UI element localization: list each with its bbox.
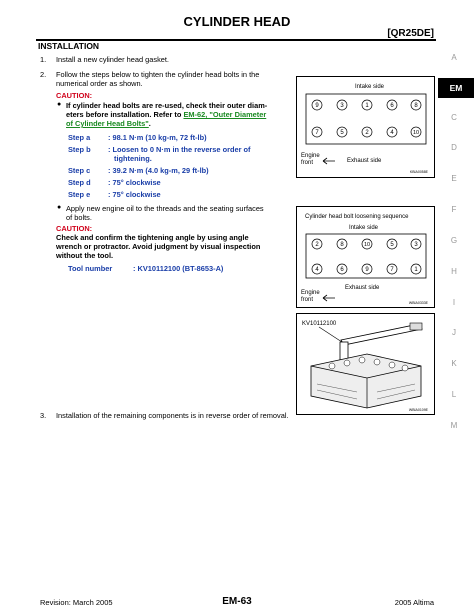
side-index-f[interactable]: F bbox=[451, 205, 457, 214]
intake-side-label: Intake side bbox=[355, 84, 385, 90]
callout-leader bbox=[319, 327, 345, 344]
exhaust-side-label: Exhaust side bbox=[347, 158, 382, 164]
caution-2-line1: Check and confirm the tightening angle by using angle bbox=[56, 233, 249, 242]
page-title: CYLINDER HEAD bbox=[183, 14, 291, 29]
caution-2-line2: wrench or protractor. Avoid judgment by visual inspection bbox=[56, 242, 261, 251]
bolt-marker bbox=[362, 100, 372, 110]
angle-wrench-illustration bbox=[297, 314, 434, 414]
bolt-marker bbox=[387, 239, 397, 249]
engine-code: [QR25DE] bbox=[387, 28, 434, 39]
arrow-left-icon bbox=[323, 295, 335, 301]
exhaust-side-label: Exhaust side bbox=[345, 285, 380, 291]
outer-diameter-link[interactable]: EM-62, "Outer Diameter bbox=[183, 110, 267, 119]
side-index-i[interactable]: I bbox=[452, 298, 456, 307]
bolt-number: 5 bbox=[340, 130, 344, 136]
bolt-number: 9 bbox=[315, 103, 319, 109]
bolt-marker bbox=[411, 100, 421, 110]
bolt-marker bbox=[387, 100, 397, 110]
section-heading: INSTALLATION bbox=[38, 41, 100, 51]
bolt-marker bbox=[337, 100, 347, 110]
bolt-marker bbox=[337, 264, 347, 274]
bolt-marker bbox=[362, 239, 372, 249]
engine-front-label-2: front bbox=[301, 297, 314, 303]
torque-step-value: : 75° clockwise bbox=[108, 190, 161, 199]
side-index-a[interactable]: A bbox=[451, 53, 457, 62]
side-index-g[interactable]: G bbox=[450, 236, 458, 245]
side-index-d[interactable]: D bbox=[451, 143, 457, 152]
torque-step-label: Step c bbox=[68, 166, 91, 175]
intake-side-label: Intake side bbox=[349, 225, 379, 231]
tool-number-label: Tool number bbox=[68, 264, 113, 273]
tightening-sequence-diagram bbox=[297, 77, 434, 177]
bolt-number: 1 bbox=[414, 267, 418, 273]
caution-label-2: CAUTION: bbox=[56, 224, 93, 233]
side-index-m[interactable]: M bbox=[450, 421, 458, 430]
side-index-e[interactable]: E bbox=[451, 174, 457, 183]
bolt-number: 2 bbox=[315, 242, 319, 248]
bolt-number: 8 bbox=[340, 242, 344, 248]
side-index-l[interactable]: L bbox=[451, 390, 457, 399]
bolt-marker bbox=[312, 127, 322, 137]
bolt-number: 6 bbox=[390, 103, 394, 109]
bolt-marker bbox=[312, 100, 322, 110]
step-1-text: Install a new cylinder head gasket. bbox=[56, 55, 169, 64]
footer-page-number: EM-63 bbox=[222, 596, 252, 607]
bolt-number: 4 bbox=[390, 130, 394, 136]
torque-step-label: Step d bbox=[68, 178, 91, 187]
torque-step-label: Step a bbox=[68, 133, 91, 142]
caution-2-line3: without the tool. bbox=[56, 251, 114, 260]
figure-code: WBIA0333E bbox=[408, 301, 428, 305]
bolt-number: 4 bbox=[315, 267, 319, 273]
torque-step-value: : Loosen to 0 N·m in the reverse order of bbox=[108, 145, 251, 154]
tool-number-value: : KV10112100 (BT-8653-A) bbox=[133, 264, 224, 273]
caution-1-line2-text: eters before installation. Refer to bbox=[66, 110, 182, 119]
bolt-number: 7 bbox=[315, 130, 319, 136]
engine-front-label: Engine bbox=[301, 153, 320, 159]
bolt-marker bbox=[312, 264, 322, 274]
caution-1-period: . bbox=[148, 119, 151, 128]
bolt-marker bbox=[362, 127, 372, 137]
footer-model: 2005 Altima bbox=[394, 598, 434, 607]
torque-step-value: : 98.1 N·m (10 kg-m, 72 ft-lb) bbox=[108, 133, 207, 142]
engine-front-label: Engine bbox=[301, 290, 320, 296]
bolt-marker bbox=[411, 264, 421, 274]
step-3-text: Installation of the remaining components is in reverse order of removal. bbox=[56, 411, 289, 420]
bolt-marker bbox=[411, 127, 421, 137]
tightening-sequence-figure bbox=[296, 76, 435, 178]
bolt-number: 6 bbox=[340, 267, 344, 273]
caution-1-line3 bbox=[66, 119, 151, 128]
footer-revision: Revision: March 2005 bbox=[40, 598, 113, 607]
step-2-line2: numerical order as shown. bbox=[56, 79, 143, 88]
cylinder-head-icon bbox=[311, 354, 421, 408]
bolt-marker bbox=[312, 239, 322, 249]
side-index-c[interactable]: C bbox=[451, 113, 457, 122]
bolt-number: 10 bbox=[412, 130, 420, 136]
torque-step-value-cont: tightening. bbox=[114, 154, 152, 163]
step-1-number: 1. bbox=[40, 55, 47, 64]
side-index-h[interactable]: H bbox=[451, 267, 457, 276]
engine-front-label-2: front bbox=[301, 160, 314, 166]
bolt-number: 2 bbox=[365, 130, 369, 136]
bullet-icon: ● bbox=[57, 204, 62, 211]
bolt-marker bbox=[387, 127, 397, 137]
side-index-k[interactable]: K bbox=[451, 359, 457, 368]
torque-step-value: : 75° clockwise bbox=[108, 178, 161, 187]
apply-oil-line1: Apply new engine oil to the threads and the seating surfaces bbox=[66, 204, 264, 213]
angle-wrench-figure bbox=[296, 313, 435, 415]
bottom-bolt-row bbox=[312, 127, 421, 137]
angle-wrench-icon bbox=[340, 323, 422, 360]
outer-diameter-link-2[interactable]: of Cylinder Head Bolts" bbox=[66, 119, 149, 128]
torque-step-label: Step e bbox=[68, 190, 91, 199]
bolt-marker bbox=[362, 264, 372, 274]
bolt-number: 3 bbox=[340, 103, 344, 109]
torque-step-value: : 39.2 N·m (4.0 kg-m, 29 ft-lb) bbox=[108, 166, 209, 175]
bolt-number: 8 bbox=[414, 103, 418, 109]
arrow-left-icon bbox=[323, 158, 335, 164]
bolt-marker bbox=[387, 264, 397, 274]
bolt-marker bbox=[337, 127, 347, 137]
caution-label-1: CAUTION: bbox=[56, 91, 93, 100]
bolt-number: 3 bbox=[414, 242, 418, 248]
caution-1-line2 bbox=[66, 110, 266, 119]
top-bolt-row bbox=[312, 100, 421, 110]
side-index-j[interactable]: J bbox=[452, 328, 456, 337]
torque-step-label: Step b bbox=[68, 145, 91, 154]
loosening-sequence-figure bbox=[296, 206, 435, 308]
top-bolt-row bbox=[312, 239, 421, 249]
step-3-number: 3. bbox=[40, 411, 47, 420]
bullet-icon: ● bbox=[57, 101, 62, 108]
tool-callout-label: KV10112100 bbox=[302, 321, 337, 327]
bottom-bolt-row bbox=[312, 264, 421, 274]
bolt-number: 5 bbox=[390, 242, 394, 248]
loosening-figure-title: Cylinder head bolt loosening sequence bbox=[305, 214, 409, 220]
apply-oil-line2: of bolts. bbox=[66, 213, 92, 222]
figure-code: WBIA0109E bbox=[408, 408, 428, 412]
bolt-number: 7 bbox=[390, 267, 394, 273]
step-2-number: 2. bbox=[40, 70, 47, 79]
bolt-marker bbox=[337, 239, 347, 249]
loosening-sequence-diagram bbox=[297, 207, 434, 307]
bolt-number: 10 bbox=[363, 242, 371, 248]
side-index-em[interactable]: EM bbox=[438, 78, 474, 98]
figure-code: KBIA0058E bbox=[409, 170, 428, 174]
caution-1-line1: If cylinder head bolts are re-used, check their outer diam- bbox=[66, 101, 268, 110]
bolt-number: 1 bbox=[365, 103, 369, 109]
bolt-marker bbox=[411, 239, 421, 249]
step-2-line1: Follow the steps below to tighten the cylinder head bolts in the bbox=[56, 70, 260, 79]
bolt-number: 9 bbox=[365, 267, 369, 273]
